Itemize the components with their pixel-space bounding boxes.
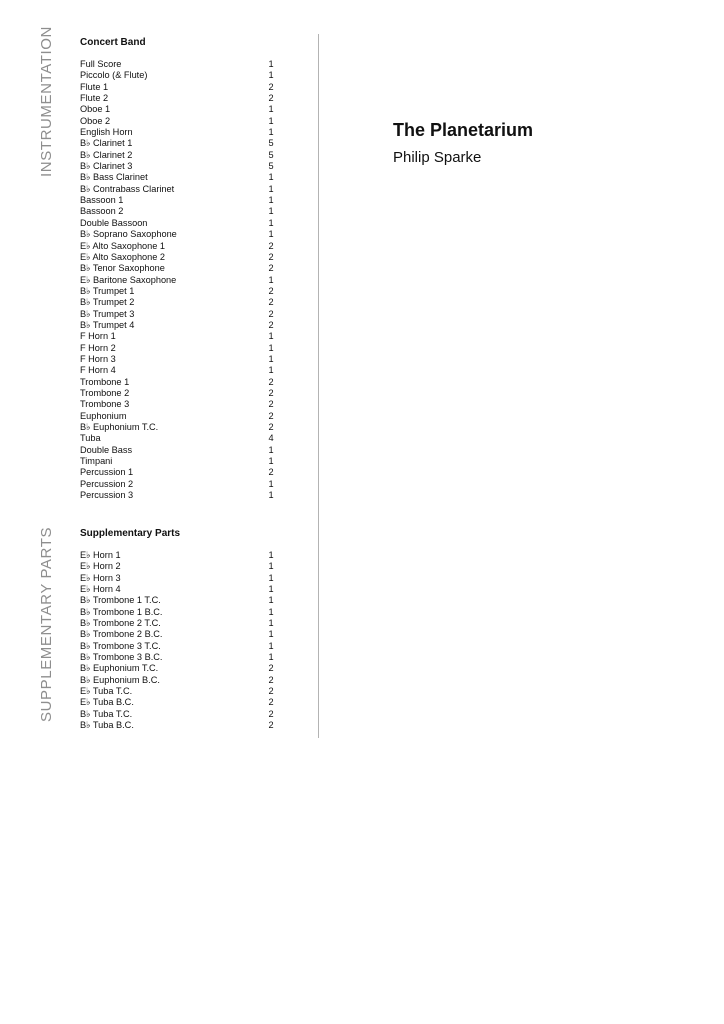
part-name: E♭ Horn 1 — [80, 550, 121, 560]
part-name: E♭ Tuba B.C. — [80, 697, 134, 708]
part-name: Percussion 2 — [80, 478, 134, 489]
part-row — [80, 399, 280, 410]
part-name: B♭ Tuba B.C. — [80, 720, 134, 731]
part-row — [80, 490, 280, 501]
part-row — [80, 377, 280, 388]
part-name: E♭ Horn 4 — [80, 584, 121, 595]
part-row — [80, 573, 280, 584]
part-name: E♭ Horn 2 — [80, 561, 121, 572]
part-row — [80, 116, 280, 127]
part-name: B♭ Trumpet 4 — [80, 319, 135, 330]
part-count: 1 — [268, 550, 274, 560]
part-count: 2 — [268, 297, 274, 308]
part-name: Flute 2 — [80, 93, 109, 104]
part-row — [80, 720, 280, 731]
part-count: 1 — [268, 274, 274, 285]
part-row — [80, 652, 280, 663]
part-row — [80, 309, 280, 320]
part-row — [80, 641, 280, 652]
part-row — [80, 550, 280, 561]
part-row — [80, 445, 280, 456]
part-count: 2 — [268, 410, 274, 421]
part-count: 1 — [268, 195, 274, 206]
part-name: Percussion 1 — [80, 467, 134, 478]
part-row — [80, 479, 280, 490]
part-count: 1 — [268, 629, 274, 640]
part-row — [80, 263, 280, 274]
part-count: 2 — [268, 708, 274, 719]
part-row — [80, 320, 280, 331]
part-row — [80, 229, 280, 240]
part-name: B♭ Euphonium T.C. — [80, 422, 159, 432]
vertical-divider — [318, 34, 319, 738]
concert-band-heading: Concert Band — [80, 37, 146, 48]
part-count: 1 — [268, 172, 274, 183]
part-row — [80, 70, 280, 81]
part-count: 1 — [268, 127, 274, 138]
part-row — [80, 411, 280, 422]
part-row — [80, 697, 280, 708]
part-row — [80, 104, 280, 115]
part-name: Trombone 3 — [80, 399, 130, 410]
part-name: Double Bass — [80, 444, 133, 455]
part-count: 2 — [268, 467, 274, 478]
part-name: Timpani — [80, 456, 113, 467]
part-count: 2 — [268, 674, 274, 685]
part-count: 2 — [268, 308, 274, 319]
part-row — [80, 365, 280, 376]
part-row — [80, 584, 280, 595]
supplementary-parts-section — [80, 528, 280, 732]
part-name: Euphonium — [80, 410, 127, 421]
part-count: 1 — [268, 365, 274, 376]
part-row — [80, 184, 280, 195]
part-name: F Horn 3 — [80, 353, 116, 364]
part-name: B♭ Soprano Saxophone — [80, 229, 177, 240]
part-name: B♭ Trombone 2 T.C. — [80, 618, 161, 629]
part-row — [80, 595, 280, 606]
part-count: 2 — [268, 720, 274, 731]
part-count: 1 — [268, 59, 274, 69]
part-count: 1 — [268, 353, 274, 364]
part-count: 1 — [268, 561, 274, 572]
instrumentation-side-label: INSTRUMENTATION — [38, 26, 55, 177]
part-name: B♭ Clarinet 3 — [80, 161, 133, 172]
part-row — [80, 354, 280, 365]
part-count: 1 — [268, 342, 274, 353]
part-name: B♭ Trombone 3 B.C. — [80, 652, 163, 663]
part-count: 1 — [268, 444, 274, 455]
part-name: F Horn 1 — [80, 331, 116, 342]
part-count: 1 — [268, 478, 274, 489]
part-count: 1 — [268, 572, 274, 583]
part-name: E♭ Tuba T.C. — [80, 686, 133, 697]
part-name: B♭ Clarinet 2 — [80, 149, 133, 160]
part-row — [80, 343, 280, 354]
part-row — [80, 607, 280, 618]
part-count: 5 — [268, 138, 274, 149]
part-count: 1 — [268, 618, 274, 629]
part-name: English Horn — [80, 127, 133, 138]
part-name: Oboe 2 — [80, 115, 111, 126]
part-name: E♭ Alto Saxophone 2 — [80, 251, 166, 262]
part-row — [80, 297, 280, 308]
part-row — [80, 172, 280, 183]
part-row — [80, 663, 280, 674]
part-row — [80, 618, 280, 629]
part-name: B♭ Trombone 1 B.C. — [80, 606, 163, 617]
part-count: 1 — [268, 331, 274, 342]
part-count: 4 — [268, 433, 274, 444]
part-row — [80, 286, 280, 297]
concert-band-section — [80, 37, 280, 501]
part-row — [80, 93, 280, 104]
part-row — [80, 275, 280, 286]
part-name: E♭ Horn 3 — [80, 572, 121, 583]
part-name: Oboe 1 — [80, 104, 111, 115]
part-row — [80, 161, 280, 172]
part-name: Bassoon 2 — [80, 206, 124, 217]
part-name: B♭ Trombone 3 T.C. — [80, 640, 161, 651]
part-count: 1 — [268, 490, 274, 501]
part-row — [80, 433, 280, 444]
part-name: Flute 1 — [80, 81, 109, 92]
part-row — [80, 127, 280, 138]
part-count: 2 — [268, 387, 274, 398]
part-name: F Horn 4 — [80, 365, 116, 376]
part-name: B♭ Contrabass Clarinet — [80, 183, 175, 194]
supplementary-parts-list — [80, 550, 280, 732]
part-row — [80, 709, 280, 720]
part-name: B♭ Tuba T.C. — [80, 708, 133, 719]
part-row — [80, 59, 280, 70]
part-name: B♭ Euphonium B.C. — [80, 674, 160, 685]
part-row — [80, 331, 280, 342]
part-count: 2 — [268, 663, 274, 674]
part-count: 2 — [268, 686, 274, 697]
part-count: 1 — [268, 652, 274, 663]
part-row — [80, 388, 280, 399]
part-name: B♭ Tenor Saxophone — [80, 263, 165, 274]
part-count: 1 — [268, 70, 274, 81]
part-name: Tuba — [80, 433, 101, 444]
part-name: B♭ Trumpet 3 — [80, 308, 135, 319]
work-title: The Planetarium — [393, 120, 534, 140]
part-count: 2 — [268, 399, 274, 410]
concert-band-parts-list — [80, 59, 280, 501]
part-name: Trombone 1 — [80, 376, 130, 387]
part-row — [80, 241, 280, 252]
part-row — [80, 629, 280, 640]
part-row — [80, 252, 280, 263]
part-row — [80, 456, 280, 467]
part-count: 1 — [268, 115, 274, 126]
part-name: Full Score — [80, 59, 122, 69]
part-count: 5 — [268, 149, 274, 160]
part-count: 2 — [268, 376, 274, 387]
part-name: Trombone 2 — [80, 387, 130, 398]
part-row — [80, 218, 280, 229]
part-count: 1 — [268, 606, 274, 617]
part-name: Percussion 3 — [80, 490, 134, 501]
part-row — [80, 675, 280, 686]
part-count: 1 — [268, 217, 274, 228]
part-count: 1 — [268, 584, 274, 595]
part-name: B♭ Clarinet 1 — [80, 138, 133, 149]
part-count: 2 — [268, 319, 274, 330]
part-count: 2 — [268, 240, 274, 251]
part-count: 2 — [268, 263, 274, 274]
part-name: B♭ Trombone 2 B.C. — [80, 629, 163, 640]
part-row — [80, 467, 280, 478]
supplementary-parts-heading: Supplementary Parts — [80, 528, 181, 539]
part-count: 1 — [268, 206, 274, 217]
composer-name: Philip Sparke — [393, 149, 482, 166]
part-row — [80, 422, 280, 433]
part-count: 1 — [268, 640, 274, 651]
part-count: 1 — [268, 456, 274, 467]
part-name: F Horn 2 — [80, 342, 116, 353]
part-name: B♭ Trumpet 2 — [80, 297, 135, 308]
part-count: 2 — [268, 697, 274, 708]
part-name: E♭ Alto Saxophone 1 — [80, 240, 166, 251]
part-count: 1 — [268, 183, 274, 194]
part-name: B♭ Trombone 1 T.C. — [80, 595, 161, 606]
part-name: B♭ Euphonium T.C. — [80, 663, 159, 674]
part-row — [80, 206, 280, 217]
part-row — [80, 82, 280, 93]
part-row — [80, 561, 280, 572]
part-count: 2 — [268, 251, 274, 262]
part-count: 5 — [268, 161, 274, 172]
part-row — [80, 150, 280, 161]
part-name: Piccolo (& Flute) — [80, 70, 148, 81]
part-count: 2 — [268, 285, 274, 296]
part-row — [80, 686, 280, 697]
supplementary-parts-side-label: SUPPLEMENTARY PARTS — [38, 526, 55, 722]
part-count: 2 — [268, 93, 274, 104]
part-name: Double Bassoon — [80, 217, 148, 228]
part-name: E♭ Baritone Saxophone — [80, 274, 177, 285]
part-count: 1 — [268, 595, 274, 606]
part-row — [80, 195, 280, 206]
part-count: 1 — [268, 104, 274, 115]
part-count: 2 — [268, 422, 274, 432]
part-row — [80, 138, 280, 149]
part-name: B♭ Bass Clarinet — [80, 172, 148, 183]
part-count: 2 — [268, 81, 274, 92]
part-count: 1 — [268, 229, 274, 240]
part-name: Bassoon 1 — [80, 195, 124, 206]
part-name: B♭ Trumpet 1 — [80, 285, 135, 296]
